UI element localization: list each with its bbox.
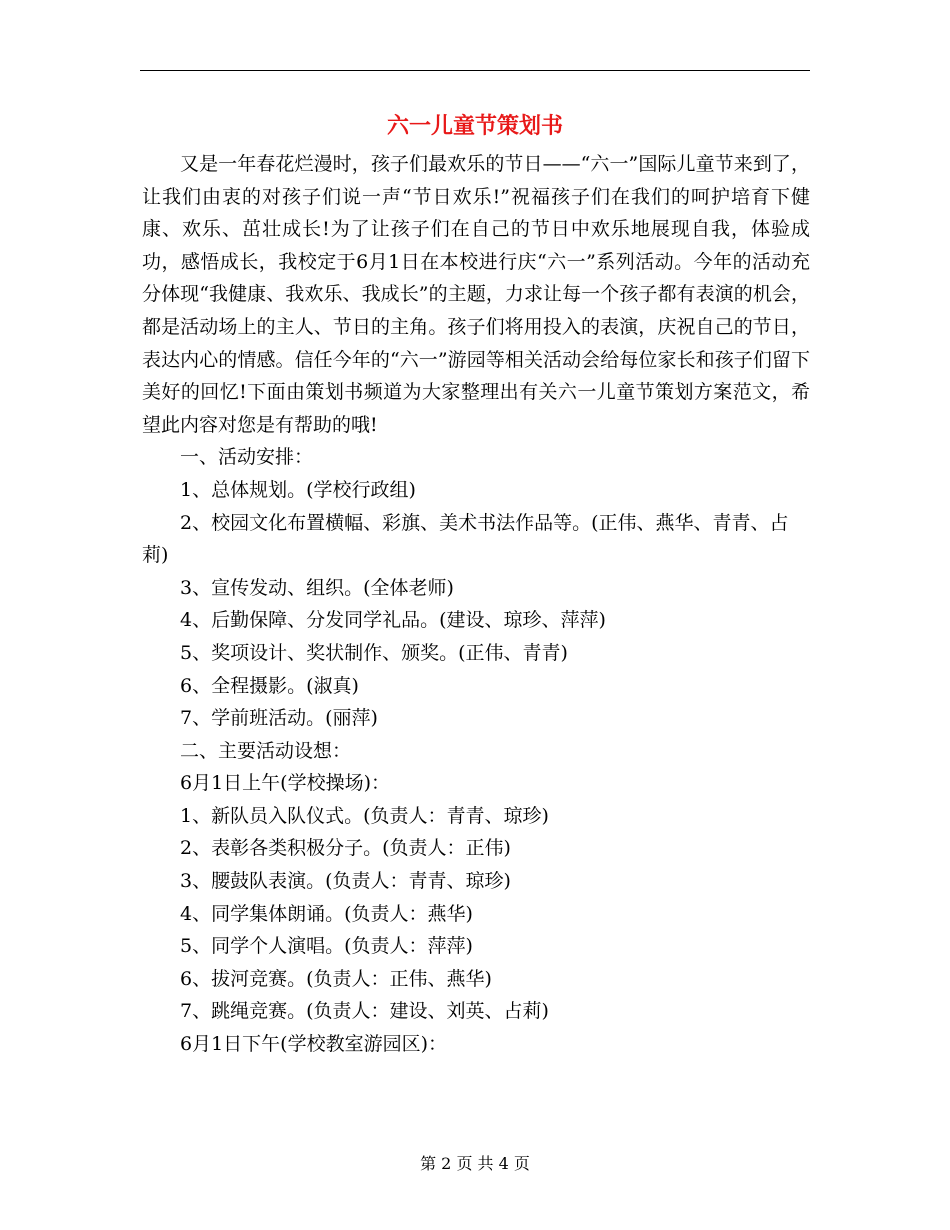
list-item: 7、跳绳竞赛。(负责人：建设、刘英、占莉): [180, 1000, 549, 1023]
header-rule: [140, 70, 810, 71]
subheading-afternoon: 6月1日下午(学校教室游园区)：: [180, 1033, 448, 1056]
list-item: 2、表彰各类积极分子。(负责人：正伟): [180, 837, 511, 860]
list-item: 6、全程摄影。(淑真): [180, 674, 359, 697]
section-heading-arrangement: 一、活动安排：: [180, 446, 314, 469]
list-item: 5、同学个人演唱。(负责人：萍萍): [180, 935, 473, 958]
list-item: 3、腰鼓队表演。(负责人：青青、琼珍): [180, 870, 511, 893]
list-item: 1、总体规划。(学校行政组): [180, 478, 416, 501]
list-item: 7、学前班活动。(丽萍): [180, 707, 378, 730]
list-item: 4、后勤保障、分发同学礼品。(建设、琼珍、萍萍): [180, 609, 606, 632]
document-body: [142, 148, 810, 1061]
intro-paragraph: 又是一年春花烂漫时，孩子们最欢乐的节日——“六一”国际儿童节来到了，让我们由衷的对孩子们说一声“节日欢乐!”祝福孩子们在我们的呵护培育下健康、欢乐、茁壮成长!为了让孩子们在自己的节日中欢乐地展现自我，体验成功，感悟成长，我校定于6月1日在本校进行庆“六一”系列活动。今年的活动充分体现“我健康、我欢乐、我成长”的主题，力求让每一个孩子都有表演的机会，都是活动场上的主人、节日的主角。孩子们将用投入的表演，庆祝自己的节日，表达内心的情感。信任今年的“六一”游园等相关活动会给每位家长和孩子们留下美好的回忆!下面由策划书频道为大家整理出有关六一儿童节策划方案范文，希望此内容对您是有帮助的哦!: [142, 153, 810, 436]
subheading-morning: 6月1日上午(学校操场)：: [180, 772, 391, 795]
list-item: 3、宣传发动、组织。(全体老师): [180, 576, 454, 599]
list-item: 1、新队员入队仪式。(负责人：青青、琼珍): [180, 804, 549, 827]
section-heading-activities: 二、主要活动设想：: [180, 739, 352, 762]
list-item: 2、校园文化布置横幅、彩旗、美术书法作品等。(正伟、燕华、青青、占莉): [142, 511, 789, 567]
list-item: 6、拔河竞赛。(负责人：正伟、燕华): [180, 967, 492, 990]
page-footer: 第 2 页 共 4 页: [420, 1154, 530, 1173]
document-title: 六一儿童节策划书: [386, 113, 563, 139]
list-item: 5、奖项设计、奖状制作、颁奖。(正伟、青青): [180, 641, 568, 664]
list-item: 4、同学集体朗诵。(负责人：燕华): [180, 902, 473, 925]
